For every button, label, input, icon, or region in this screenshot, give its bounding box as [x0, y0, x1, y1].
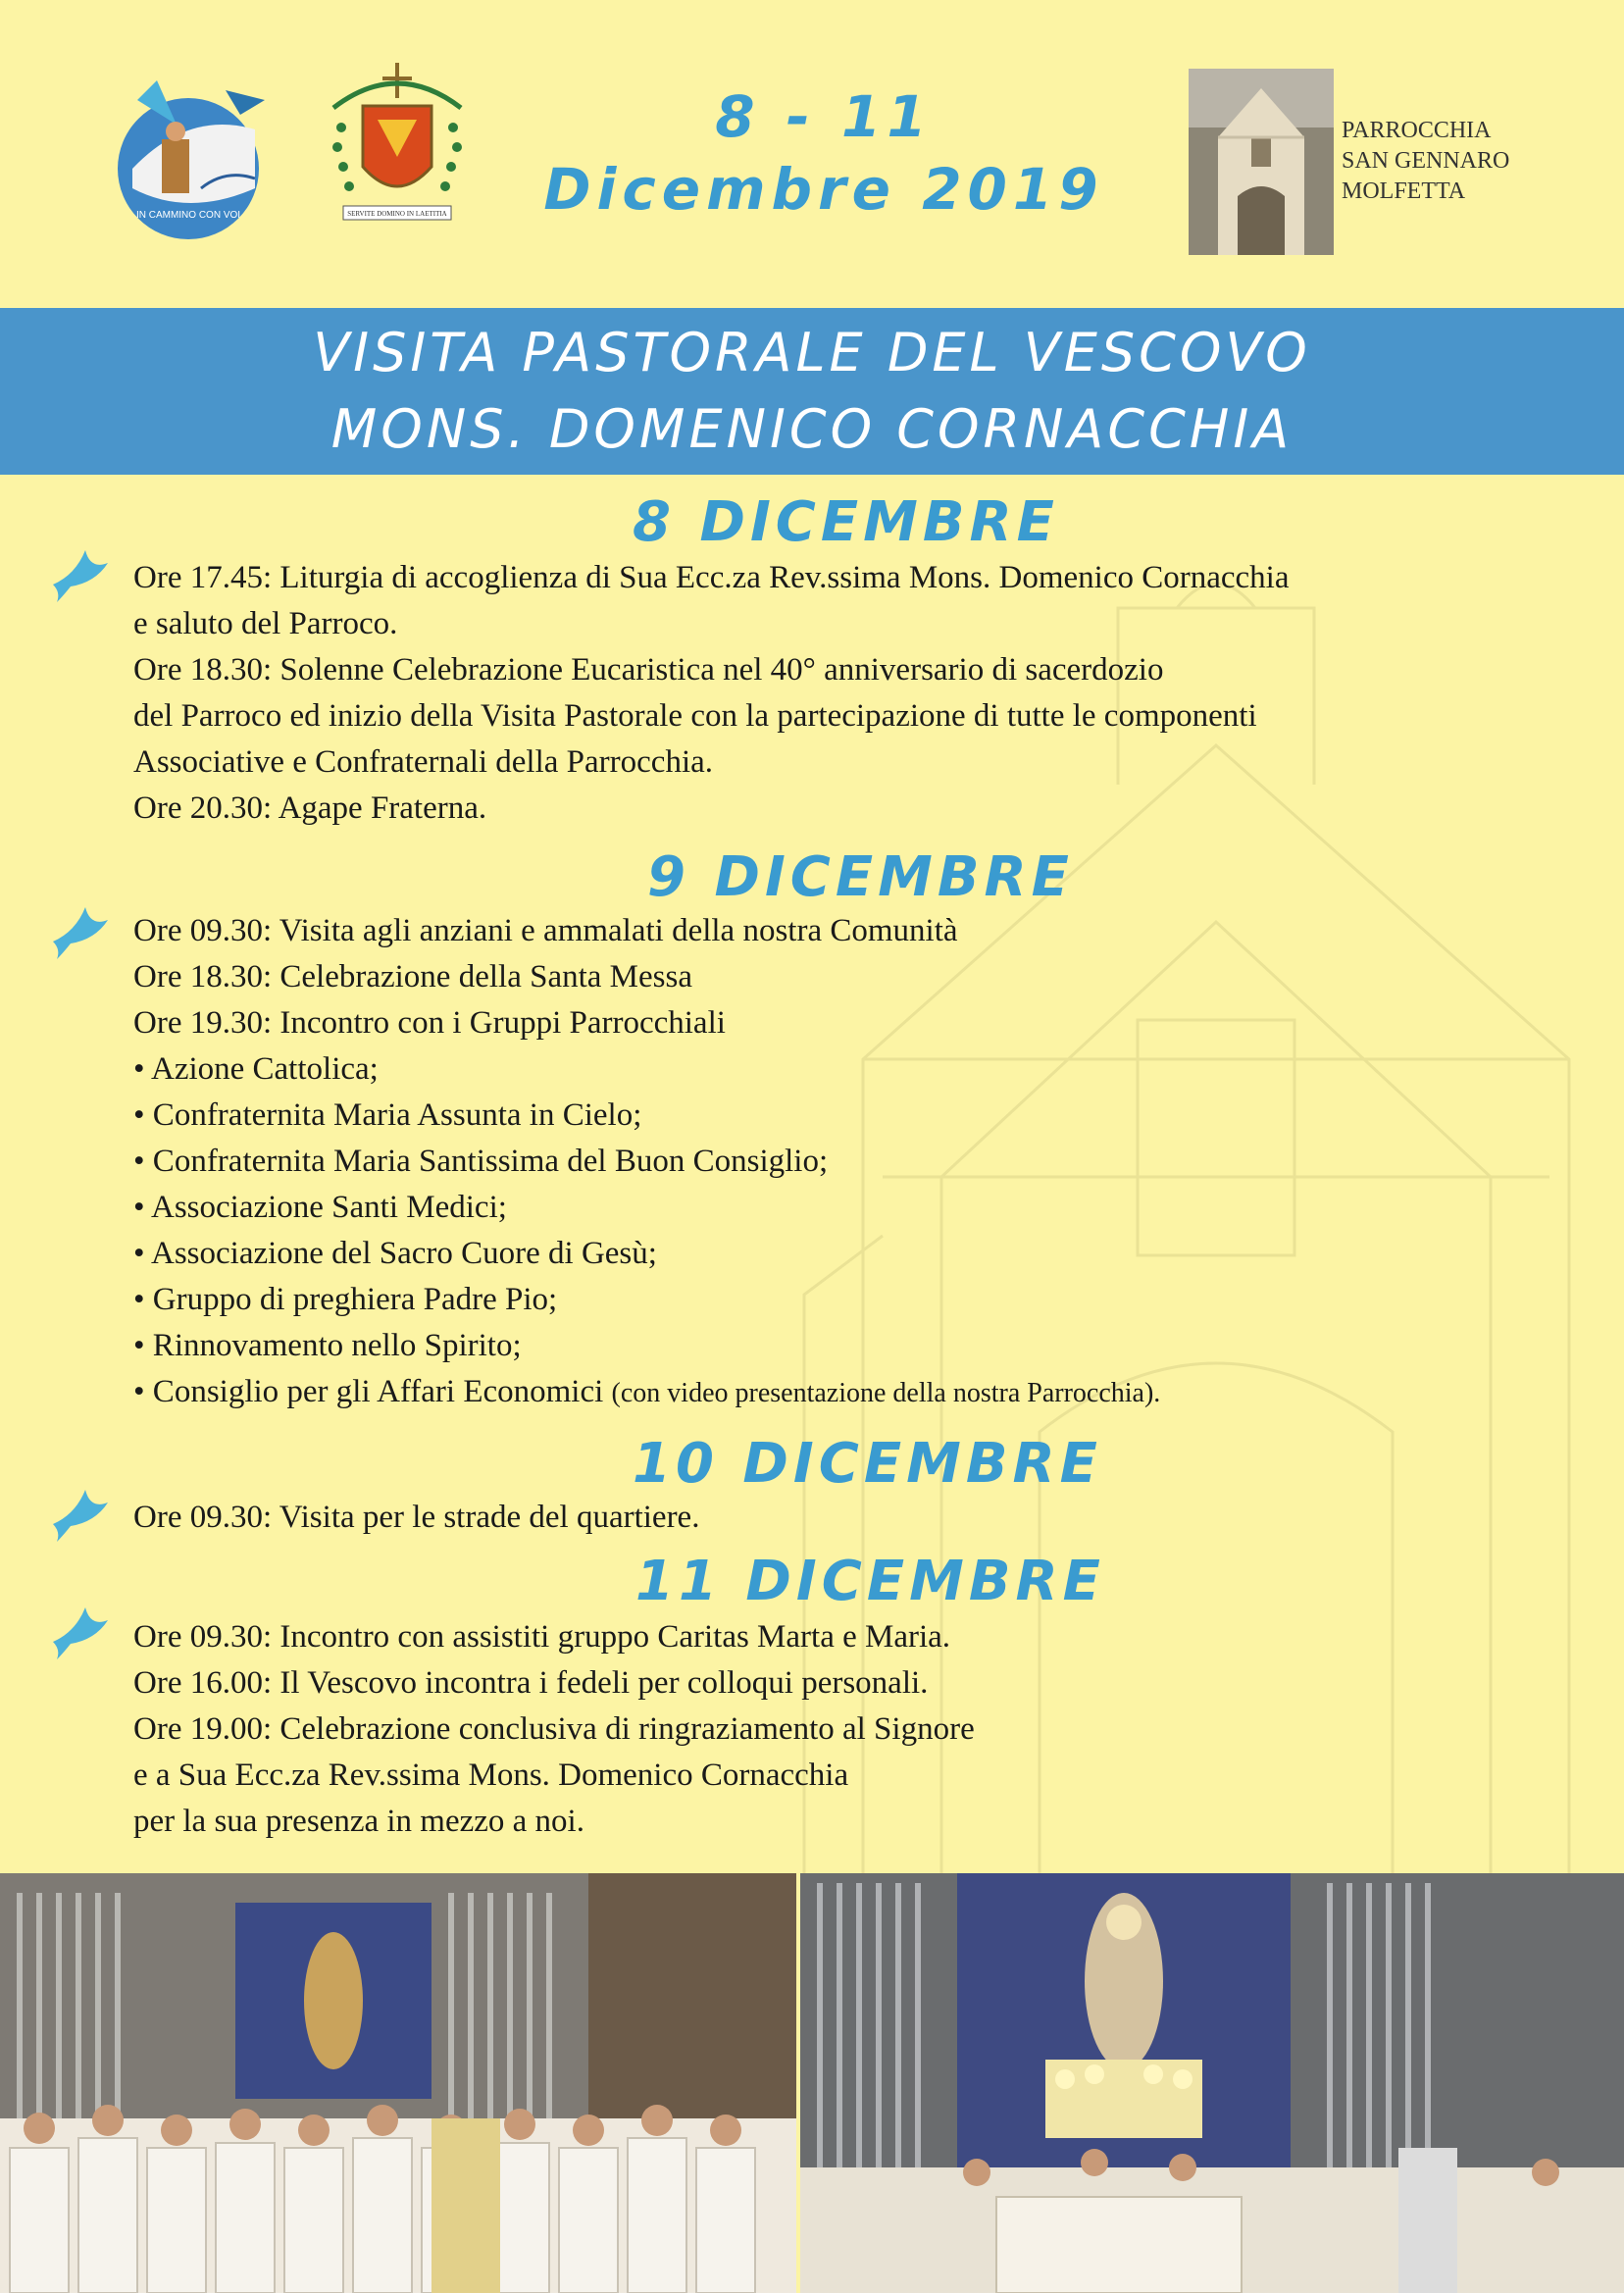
schedule-line: Ore 09.30: Visita per le strade del quartiere. — [133, 1500, 700, 1535]
date-range: 8 - 11 — [715, 83, 933, 150]
day-title-11-dicembre: 11 DICEMBRE — [635, 1550, 1105, 1613]
group-item: • Confraternita Maria Santissima del Buon Consiglio; — [133, 1144, 829, 1179]
day-8-schedule — [133, 555, 1289, 832]
schedule-line: Ore 18.30: Celebrazione della Santa Messa — [133, 959, 692, 994]
dove-icon — [51, 1485, 110, 1544]
day-title-8-dicembre: 8 DICEMBRE — [633, 490, 1059, 554]
day-9-schedule — [133, 908, 1160, 1415]
dove-icon — [51, 902, 110, 961]
schedule-line: Ore 19.00: Celebrazione conclusiva di ringraziamento al Signore — [133, 1711, 975, 1747]
parish-line-2: SAN GENNARO — [1342, 148, 1510, 174]
schedule-line: Ore 17.45: Liturgia di accoglienza di Sua Ecc.za Rev.ssima Mons. Domenico Cornacchia — [133, 560, 1290, 595]
group-item: • Associazione del Sacro Cuore di Gesù; — [133, 1236, 657, 1271]
bishop-coat-of-arms — [324, 59, 471, 230]
group-item: • Rinnovamento nello Spirito; — [133, 1328, 522, 1363]
altar-madonna-photo — [800, 1873, 1624, 2293]
schedule-line: Ore 09.30: Incontro con assistiti gruppo Caritas Marta e Maria. — [133, 1619, 951, 1655]
group-item: • Gruppo di preghiera Padre Pio; — [133, 1282, 558, 1317]
schedule-line: Ore 20.30: Agape Fraterna. — [133, 790, 487, 826]
day-title-9-dicembre: 9 DICEMBRE — [647, 845, 1074, 909]
schedule-line: e saluto del Parroco. — [133, 606, 398, 641]
schedule-line: e a Sua Ecc.za Rev.ssima Mons. Domenico Cornacchia — [133, 1758, 849, 1793]
pastoral-visit-logo — [108, 71, 275, 247]
group-item-last — [133, 1369, 1160, 1415]
event-dates — [510, 80, 1138, 226]
group-item: • Confraternita Maria Assunta in Cielo; — [133, 1097, 642, 1133]
banner-title-line-1: VISITA PASTORALE DEL VESCOVO — [313, 322, 1311, 383]
group-item: • Associazione Santi Medici; — [133, 1190, 507, 1225]
crest-motto: SERVITE DOMINO IN LAETITIA — [347, 210, 447, 218]
parish-line-1: PARROCCHIA — [1342, 118, 1492, 143]
group-item-note: (con video presentazione della nostra Parrocchia). — [611, 1378, 1161, 1408]
day-10-schedule — [133, 1495, 699, 1541]
schedule-line: Ore 09.30: Visita agli anziani e ammalati della nostra Comunità — [133, 913, 958, 948]
schedule-line: Associative e Confraternali della Parrocchia. — [133, 744, 714, 780]
dove-icon — [51, 1603, 110, 1661]
date-month-year: Dicembre 2019 — [543, 156, 1104, 223]
day-11-schedule — [133, 1614, 975, 1845]
schedule-line: Ore 19.30: Incontro con i Gruppi Parrocchiali — [133, 1005, 726, 1041]
banner-title-line-2: MONS. DOMENICO CORNACCHIA — [330, 398, 1294, 460]
day-title-10-dicembre: 10 DICEMBRE — [633, 1432, 1102, 1496]
parish-name — [1342, 116, 1509, 207]
group-photo-clergy-confraternity — [0, 1873, 796, 2293]
logo-caption: IN CAMMINO CON VOI — [135, 210, 241, 221]
title-banner — [0, 308, 1624, 475]
parish-line-3: MOLFETTA — [1342, 178, 1466, 204]
dove-icon — [51, 545, 110, 604]
group-item-text: • Consiglio per gli Affari Economici — [133, 1374, 604, 1409]
schedule-line: Ore 16.00: Il Vescovo incontra i fedeli per colloqui personali. — [133, 1665, 929, 1701]
schedule-line: per la sua presenza in mezzo a noi. — [133, 1804, 584, 1839]
schedule-line: Ore 18.30: Solenne Celebrazione Eucaristica nel 40° anniversario di sacerdozio — [133, 652, 1164, 688]
group-item: • Azione Cattolica; — [133, 1051, 379, 1087]
church-facade-photo — [1189, 69, 1334, 255]
schedule-line: del Parroco ed inizio della Visita Pastorale con la partecipazione di tutte le componenti — [133, 698, 1257, 734]
